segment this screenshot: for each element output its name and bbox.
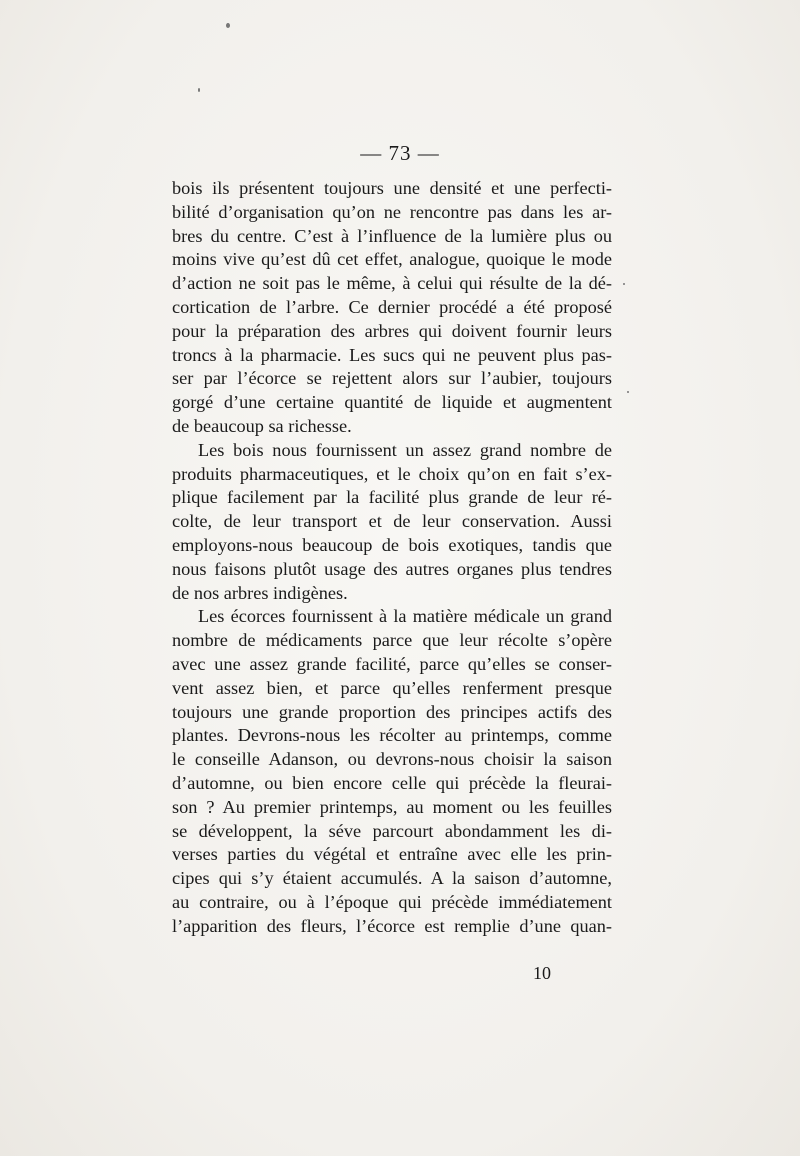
ink-speck <box>226 23 230 28</box>
text-line: gorgé d’une certaine quantité de liquide et augmentent <box>172 392 612 413</box>
text-line: toujours une grande proportion des principes actifs des <box>172 701 612 722</box>
text-line: au contraire, ou à l’époque qui précède immédiatement <box>172 891 612 912</box>
text-line: cortication de l’arbre. Ce dernier procédé a été proposé <box>172 296 612 317</box>
text-line: plantes. Devrons-nous les récolter au printemps, comme <box>172 725 612 746</box>
text-line: d’automne, ou bien encore celle qui précède la fleurai- <box>172 772 612 793</box>
text-line: son ? Au premier printemps, au moment ou les feuilles <box>172 796 612 817</box>
text-line: plique facilement par la facilité plus grande de leur ré- <box>172 487 612 508</box>
text-line: vent assez bien, et parce qu’elles renferment presque <box>172 677 612 698</box>
text-line: verses parties du végétal et entraîne avec elle les prin- <box>172 844 612 865</box>
text-line: ser par l’écorce se rejettent alors sur l’aubier, toujours <box>172 368 612 389</box>
text-line: cipes qui s’y étaient accumulés. A la saison d’automne, <box>172 868 612 889</box>
text-line: bois ils présentent toujours une densité et une perfecti- <box>172 178 612 198</box>
text-line: bres du centre. C’est à l’influence de la lumière plus ou <box>172 225 612 246</box>
text-line: Les écorces fournissent à la matière médicale un grand <box>198 606 612 627</box>
text-line: troncs à la pharmacie. Les sucs qui ne peuvent plus pas- <box>172 344 612 365</box>
text-line: Les bois nous fournissent un assez grand nombre de <box>198 439 612 460</box>
signature-mark: 10 <box>533 963 551 983</box>
ink-speck <box>623 283 625 285</box>
text-line: de nos arbres indigènes. <box>172 582 348 603</box>
text-line: se développent, la séve parcourt abondamment les di- <box>172 820 612 841</box>
page-number: — 73 — <box>360 141 440 165</box>
ink-speck <box>627 391 629 393</box>
text-line: nombre de médicaments parce que leur récolte s’opère <box>172 630 612 651</box>
text-line: d’action ne soit pas le même, à celui qui résulte de la dé- <box>172 273 612 294</box>
ink-speck <box>198 88 200 92</box>
text-line: avec une assez grande facilité, parce qu’elles se conser- <box>172 653 612 674</box>
text-line: de beaucoup sa richesse. <box>172 415 352 436</box>
body-text <box>172 177 612 939</box>
text-line: nous faisons plutôt usage des autres organes plus tendres <box>172 558 612 579</box>
text-line: colte, de leur transport et de leur conservation. Aussi <box>172 511 612 532</box>
text-line: le conseille Adanson, ou devrons-nous choisir la saison <box>172 749 612 770</box>
text-line: employons-nous beaucoup de bois exotiques, tandis que <box>172 534 612 555</box>
text-line: bilité d’organisation qu’on ne rencontre pas dans les ar- <box>172 201 612 222</box>
text-line: produits pharmaceutiques, et le choix qu’on en fait s’ex- <box>172 463 612 484</box>
text-line: l’apparition des fleurs, l’écorce est remplie d’une quan- <box>172 915 612 936</box>
text-line: pour la préparation des arbres qui doivent fournir leurs <box>172 320 612 341</box>
text-line: moins vive qu’est dû cet effet, analogue, quoique le mode <box>172 249 612 270</box>
